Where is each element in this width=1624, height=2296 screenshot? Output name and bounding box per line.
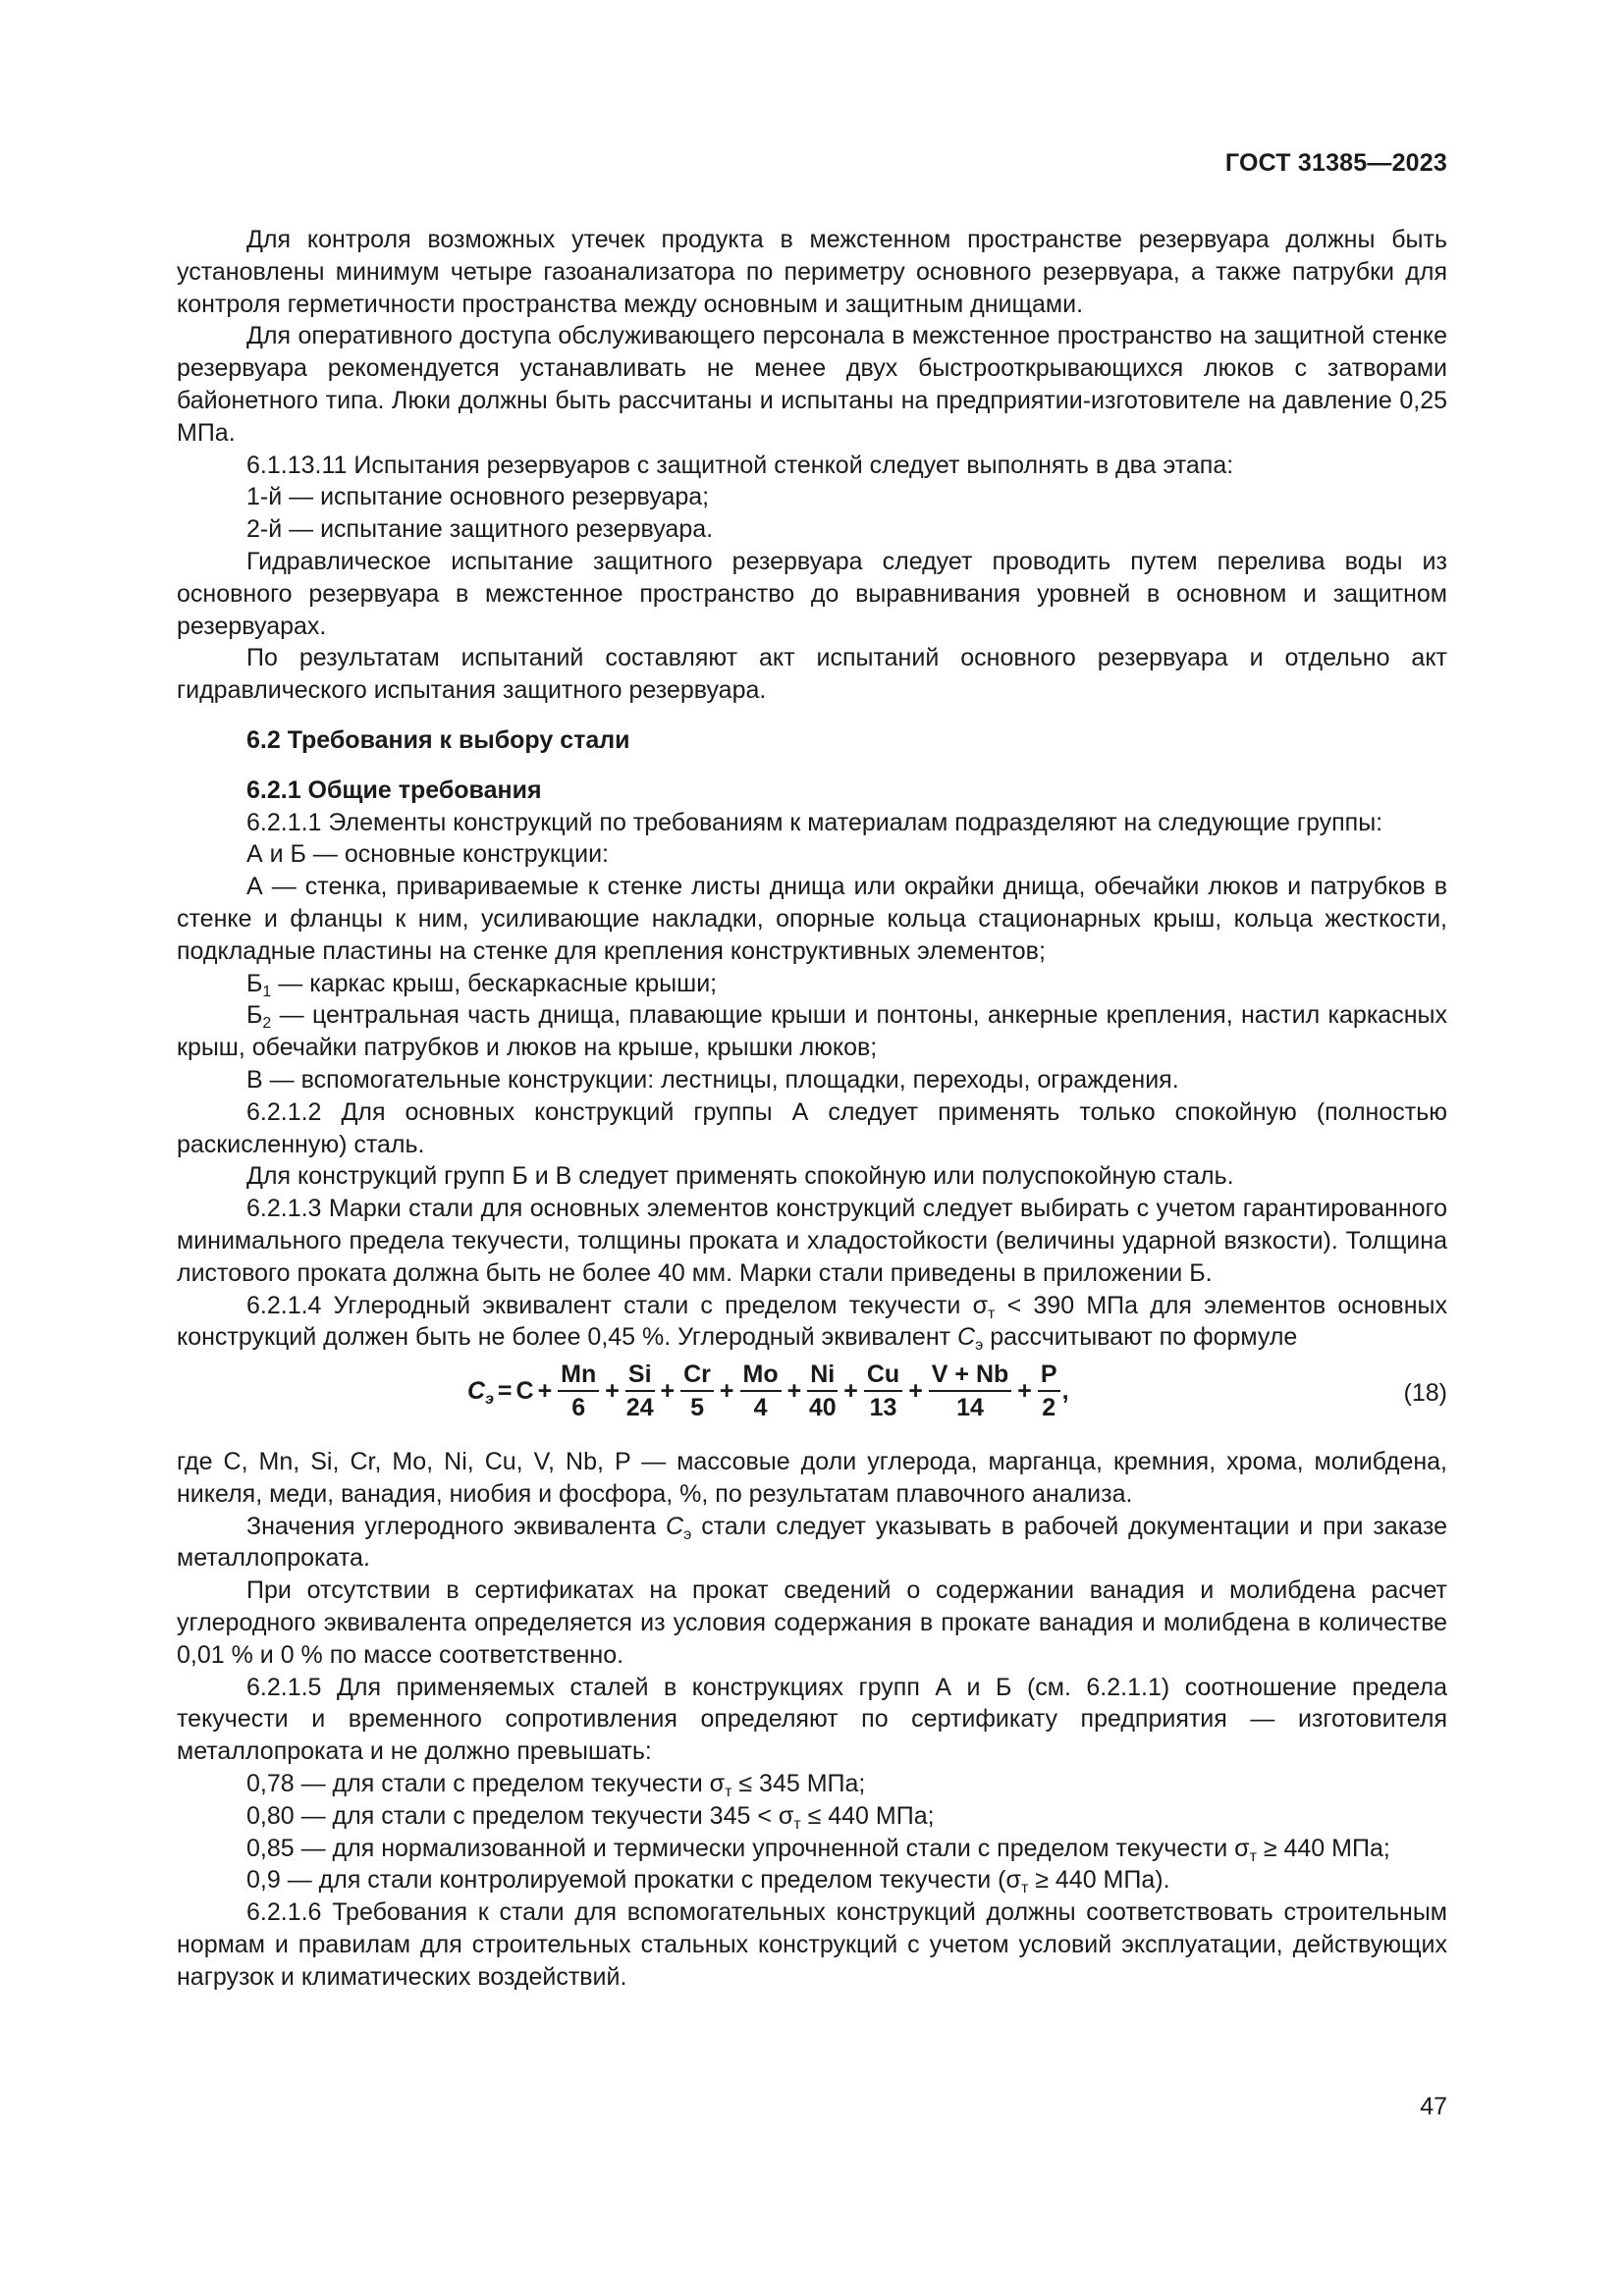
paragraph: В — вспомогательные конструкции: лестницы, площадки, переходы, ограждения. xyxy=(246,1065,1179,1094)
formula-number: (18) xyxy=(1403,1379,1447,1408)
paragraph: Для конструкций групп Б и В следует применять спокойную или полуспокойную сталь. xyxy=(246,1162,1234,1191)
paragraph: Для оперативного доступа обслуживающего персонала в межстенное пространство на защитной стенке резервуара рекомендуется устанавливать не менее двух быстрооткрывающихся люков с затворами байонетного типа. Люки должны быть рассчитаны и испытаны на предприятии-изготовителе на давление 0,25 МПа. xyxy=(177,322,1447,447)
formula-plus: + xyxy=(605,1376,620,1405)
paragraph-carbon-equivalent: 6.2.1.4 Углеродный эквивалент стали с пределом текучести $\sigma_т < 390$ МПа для элементов основных конструкций должен быть не более 0,45 %. Углеродный эквивалент $С_э$ рассчитывают по формуле xyxy=(177,1291,1447,1355)
paragraph: А и Б — основные конструкции: xyxy=(246,840,609,869)
formula-plus: + xyxy=(908,1376,923,1405)
formula-18 xyxy=(177,1358,1447,1446)
formula-term-mn: $\frac{Mn}{6}$ xyxy=(558,1360,599,1422)
page-number: 47 xyxy=(1420,2093,1447,2120)
paragraph: 6.2.1.1 Элементы конструкций по требованиям к материалам подразделяют на следующие группы: xyxy=(246,808,1383,836)
formula-term-cr: $\frac{Cr}{5}$ xyxy=(680,1360,714,1422)
formula-term-si: $\frac{Si}{24}$ xyxy=(625,1361,654,1422)
formula-plus: + xyxy=(719,1376,734,1405)
paragraph: Значения углеродного эквивалента $С_э$ стали следует указывать в рабочей документации и при заказе металлопроката. xyxy=(177,1512,1447,1573)
formula-term-p: $\frac{P}{2}$ xyxy=(1038,1360,1060,1422)
b1-text: — каркас крыш, бескаркасные крыши; xyxy=(271,969,718,997)
section-heading-6-2: 6.2 Требования к выбору стали xyxy=(246,725,630,754)
paragraph: Для контроля возможных утечек продукта в межстенном пространстве резервуара должны быть установлены минимум четыре газоанализатора по периметру основного резервуара, а также патрубки для контроля герметичности пространства между основным и защитным днищами. xyxy=(177,226,1447,318)
ratio-item: 0,78 — для стали с пределом текучести $\sigma_т \le 345$ МПа; xyxy=(246,1770,866,1801)
paragraph-b2 xyxy=(177,999,1447,1064)
formula-plus: + xyxy=(660,1376,676,1405)
paragraph: 6.2.1.5 Для применяемых сталей в конструкциях групп А и Б (см. 6.2.1.1) соотношение предела текучести и временного сопротивления определяют по сертификату предприятия — изготовителя металлопроката и не должно превышать: xyxy=(177,1673,1447,1766)
formula-expression xyxy=(467,1360,1069,1422)
document-header: ГОСТ 31385—2023 xyxy=(1224,149,1447,177)
paragraph: где C, Mn, Si, Cr, Mo, Ni, Cu, V, Nb, P — массовые доли углерода, марганца, кремния, хрома, молибдена, никеля, меди, ванадия, ниобия и фосфора, %, по результатам плавочного анализа. xyxy=(177,1448,1447,1508)
formula-plus: + xyxy=(537,1376,553,1405)
formula-term-ni: $\frac{Ni}{40}$ xyxy=(808,1361,837,1422)
formula-plus: + xyxy=(843,1376,858,1405)
formula-term-cu: $\frac{Cu}{13}$ xyxy=(864,1360,902,1422)
formula-plus: + xyxy=(786,1376,802,1405)
paragraph: При отсутствии в сертификатах на прокат сведений о содержании ванадия и молибдена расчет углеродного эквивалента определяется из условия содержания в прокате ванадия и молибдена в количестве 0,01 % и 0 % по массе соответственно. xyxy=(177,1576,1447,1669)
formula-term-mo: $\frac{Mo}{4}$ xyxy=(740,1360,782,1422)
document-body xyxy=(177,224,1447,1994)
b1-letter: Б xyxy=(246,969,263,997)
formula-plus: + xyxy=(1017,1376,1032,1405)
formula-comma: , xyxy=(1061,1376,1069,1405)
subsection-heading-6-2-1: 6.2.1 Общие требования xyxy=(246,775,542,804)
ratio-item: 0,85 — для нормализованной и термически упрочненной стали с пределом текучести $\sigma_т \ge 440$ МПа; xyxy=(246,1834,1390,1865)
formula-equals: = xyxy=(497,1376,513,1405)
formula-lhs: $С_э$ xyxy=(467,1376,494,1408)
paragraph: По результатам испытаний составляют акт испытаний основного резервуара и отдельно акт гидравлического испытания защитного резервуара. xyxy=(177,644,1447,705)
paragraph: 6.2.1.6 Требования к стали для вспомогательных конструкций должны соответствовать строительным нормам и правилам для строительных стальных конструкций с учетом условий эксплуатации, действующих нагрузок и климатических воздействий. xyxy=(177,1898,1447,1991)
formula-term-vnb: $\frac{V + Nb}{14}$ xyxy=(929,1360,1012,1422)
ratio-item: 0,9 — для стали контролируемой прокатки с пределом текучести ($\sigma_т \ge 440$ МПа). xyxy=(246,1866,1170,1897)
b1-subscript: 1 xyxy=(262,983,272,1000)
paragraph: 2-й — испытание защитного резервуара. xyxy=(246,515,714,544)
paragraph: 1-й — испытание основного резервуара; xyxy=(246,483,710,511)
paragraph-b1 xyxy=(177,968,1447,1000)
paragraph: Гидравлическое испытание защитного резервуара следует проводить путем перелива воды из основного резервуара в межстенное пространство до выравнивания уровней в основном и защитном резервуарах. xyxy=(177,547,1447,640)
formula-carbon: C xyxy=(515,1376,534,1405)
paragraph: А — стенка, привариваемые к стенке листы днища или окрайки днища, обечайки люков и патрубков в стенке и фланцы к ним, усиливающие накладки, опорные кольца стационарных крыш, кольца жесткости, подкладные пластины на стенке для крепления конструктивных элементов; xyxy=(177,873,1447,965)
b2-letter: Б xyxy=(246,1001,263,1030)
paragraph: 6.1.13.11 Испытания резервуаров с защитной стенкой следует выполнять в два этапа: xyxy=(246,451,1234,479)
ratio-item: 0,80 — для стали с пределом текучести $345 < \sigma_т \le 440$ МПа; xyxy=(246,1801,935,1833)
paragraph: 6.2.1.2 Для основных конструкций группы А следует применять только спокойную (полностью раскисленную) сталь. xyxy=(177,1097,1447,1158)
b2-subscript: 2 xyxy=(262,1015,272,1033)
paragraph: 6.2.1.3 Марки стали для основных элементов конструкций следует выбирать с учетом гарантированного минимального предела текучести, толщины проката и хладостойкости (величины ударной вязкости). Толщина листового проката должна быть не более 40 мм. Марки стали приведены в приложении Б. xyxy=(177,1195,1447,1287)
b2-text: — центральная часть днища, плавающие крыши и понтоны, анкерные крепления, настил каркасных крыш, обечайки патрубков и люков на крыше, крышки люков; xyxy=(177,1001,1447,1062)
